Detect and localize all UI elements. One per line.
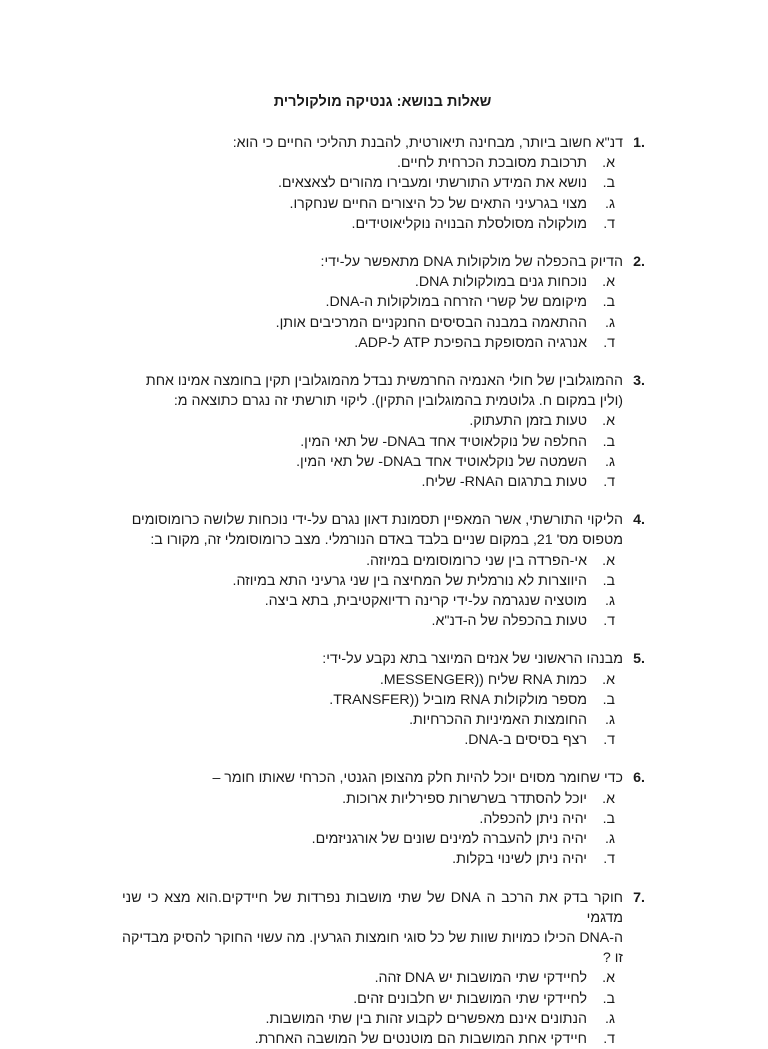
answer-option — [122, 591, 643, 611]
option-text: חיידקי אחת המושבות הם מוטנטים של המושבה האחרת. — [255, 1031, 587, 1047]
question-2 — [122, 252, 643, 353]
option-letter: א. — [602, 968, 615, 988]
answer-option — [122, 173, 643, 193]
question-7 — [122, 888, 643, 1049]
answer-option — [122, 829, 643, 849]
option-text: לחיידקי שתי המושבות יש DNA זהה. — [375, 970, 587, 986]
option-letter: ד. — [603, 1029, 615, 1049]
option-text: מולקולה מסולסלת הבנויה נוקליאוטידים. — [352, 216, 587, 232]
answer-option — [122, 1029, 643, 1049]
question-stem — [122, 133, 643, 153]
option-letter: ב. — [603, 809, 615, 829]
option-text: מצוי בגרעיני התאים של כל היצורים החיים שנחקרו. — [290, 196, 587, 212]
answer-option — [122, 611, 643, 631]
option-text: טעות בהכפלה של ה-דנ"א. — [432, 613, 588, 629]
answer-option — [122, 789, 643, 809]
answer-options — [122, 411, 643, 492]
option-letter: ב. — [603, 571, 615, 591]
question-6 — [122, 768, 643, 869]
answer-option — [122, 411, 643, 431]
option-letter: א. — [602, 272, 615, 292]
question-stem-line: הדיוק בהכפלה של מולקולות DNA מתאפשר על-ידי: — [122, 252, 623, 272]
question-stem — [122, 510, 643, 550]
question-stem-line: הליקוי התורשתי, אשר המאפיין תסמונת דאון נגרם על-ידי נוכחות שלושה כרומוסומים — [122, 510, 623, 530]
option-letter: ד. — [603, 333, 615, 353]
answer-options — [122, 551, 643, 632]
option-text: מספר מולקולות RNA מוביל ((TRANSFER. — [329, 692, 587, 708]
option-text: נושא את המידע התורשתי ומעבירו מהורים לצאצאים. — [278, 175, 587, 191]
option-letter: א. — [602, 670, 615, 690]
question-number: 4. — [633, 510, 645, 530]
option-letter: ב. — [603, 173, 615, 193]
answer-option — [122, 809, 643, 829]
question-number: 7. — [633, 888, 645, 908]
answer-option — [122, 153, 643, 173]
option-text: יהיה ניתן לשינוי בקלות. — [452, 851, 587, 867]
question-5 — [122, 649, 643, 750]
option-text: נוכחות גנים במולקולות DNA. — [415, 274, 587, 290]
answer-option — [122, 214, 643, 234]
option-letter: א. — [602, 411, 615, 431]
option-letter: ד. — [603, 472, 615, 492]
question-stem-line: מבנהו הראשוני של אנזים המיוצר בתא נקבע על-ידי: — [122, 649, 623, 669]
option-letter: א. — [602, 789, 615, 809]
question-stem-line: כדי שחומר מסוים יוכל להיות חלק מהצופן הגנטי, הכרחי שאותו חומר – — [122, 768, 623, 788]
option-letter: ג. — [605, 829, 615, 849]
option-text: יוכל להסתדר בשרשרות ספירליות ארוכות. — [342, 791, 587, 807]
answer-option — [122, 710, 643, 730]
question-list — [122, 133, 643, 1049]
answer-option — [122, 968, 643, 988]
option-text: החלפה של נוקלאוטיד אחד בDNA- של תאי המין. — [300, 434, 587, 450]
option-letter: א. — [602, 551, 615, 571]
answer-option — [122, 690, 643, 710]
option-text: החומצות האמיניות ההכרחיות. — [409, 712, 587, 728]
document-title: שאלות בנושא: גנטיקה מולקולרית — [122, 92, 643, 112]
answer-option — [122, 472, 643, 492]
option-letter: ג. — [605, 710, 615, 730]
answer-option — [122, 1009, 643, 1029]
option-letter: א. — [602, 153, 615, 173]
answer-option — [122, 849, 643, 869]
answer-option — [122, 551, 643, 571]
question-4 — [122, 510, 643, 631]
answer-option — [122, 292, 643, 312]
question-number: 6. — [633, 768, 645, 788]
option-text: השמטה של נוקלאוטיד אחד בDNA- של תאי המין. — [296, 454, 587, 470]
question-1 — [122, 133, 643, 234]
answer-options — [122, 670, 643, 751]
option-letter: ב. — [603, 292, 615, 312]
option-text: מיקומם של קשרי הזרחה במולקולות ה-DNA. — [326, 294, 587, 310]
question-stem-line: דנ"א חשוב ביותר, מבחינה תיאורטית, להבנת תהליכי החיים כי הוא: — [122, 133, 623, 153]
option-letter: ג. — [605, 313, 615, 333]
option-text: היווצרות לא נורמלית של המחיצה בין שני גרעיני התא במיוזה. — [233, 573, 588, 589]
option-text: טעות בזמן התעתוק. — [469, 413, 587, 429]
option-letter: ג. — [605, 194, 615, 214]
question-number: 2. — [633, 252, 645, 272]
option-text: רצף בסיסים ב-DNA. — [464, 732, 587, 748]
option-letter: ג. — [605, 1009, 615, 1029]
option-letter: ד. — [603, 214, 615, 234]
answer-options — [122, 272, 643, 353]
option-letter: ג. — [605, 452, 615, 472]
option-letter: ד. — [603, 611, 615, 631]
option-letter: ד. — [603, 730, 615, 750]
answer-option — [122, 432, 643, 452]
question-number: 5. — [633, 649, 645, 669]
question-stem — [122, 252, 643, 272]
question-stem-line: ה-DNA הכילו כמויות שוות של כל סוגי חומצות הגרעין. מה עשוי החוקר להסיק מבדיקה זו ? — [122, 928, 623, 968]
question-stem — [122, 888, 643, 969]
answer-options — [122, 153, 643, 234]
option-text: אנרגיה המסופקת בהפיכת ATP ל-ADP. — [354, 335, 587, 351]
option-letter: ב. — [603, 690, 615, 710]
answer-option — [122, 194, 643, 214]
question-stem-line: חוקר בדק את הרכב ה DNA של שתי מושבות נפרדות של חיידקים.הוא מצא כי שני מדגמי — [122, 888, 623, 928]
option-text: יהיה ניתן להכפלה. — [479, 811, 587, 827]
option-text: כמות RNA שליח ((MESSENGER. — [380, 672, 587, 688]
option-text: ההתאמה במבנה הבסיסים החנקניים המרכיבים אותן. — [276, 315, 587, 331]
answer-option — [122, 452, 643, 472]
question-stem-line: (ולין במקום ח. גלוטמית בהמוגלובין התקין). ליקוי תורשתי זה נגרם כתוצאה מ: — [122, 391, 623, 411]
answer-options — [122, 789, 643, 870]
option-text: לחיידקי שתי המושבות יש חלבונים זהים. — [353, 991, 587, 1007]
answer-option — [122, 670, 643, 690]
option-text: תרכובת מסובכת הכרחית לחיים. — [397, 155, 587, 171]
option-text: יהיה ניתן להעברה למינים שונים של אורגניזמים. — [312, 831, 587, 847]
question-number: 3. — [633, 371, 645, 391]
answer-option — [122, 989, 643, 1009]
question-3 — [122, 371, 643, 492]
option-letter: ג. — [605, 591, 615, 611]
answer-option — [122, 313, 643, 333]
option-letter: ד. — [603, 849, 615, 869]
question-number: 1. — [633, 133, 645, 153]
answer-option — [122, 333, 643, 353]
option-letter: ב. — [603, 989, 615, 1009]
answer-option — [122, 272, 643, 292]
option-text: הנתונים אינם מאפשרים לקבוע זהות בין שתי המושבות. — [266, 1011, 588, 1027]
question-stem — [122, 768, 643, 788]
answer-option — [122, 730, 643, 750]
option-text: אי-הפרדה בין שני כרומוסומים במיוזה. — [366, 553, 587, 569]
answer-option — [122, 571, 643, 591]
question-stem — [122, 649, 643, 669]
question-stem — [122, 371, 643, 411]
question-stem-line: מטפוס מס' 21, במקום שניים בלבד באדם הנורמלי. מצב כרומוסומלי זה, מקורו ב: — [122, 530, 623, 550]
answer-options — [122, 968, 643, 1049]
option-text: מוטציה שנגרמה על-ידי קרינה רדיואקטיבית, בתא ביצה. — [265, 593, 587, 609]
question-stem-line: ההמוגלובין של חולי האנמיה החרמשית נבדל מהמוגלובין תקין בחומצה אמינו אחת — [122, 371, 623, 391]
option-letter: ב. — [603, 432, 615, 452]
option-text: טעות בתרגום הRNA- שליח. — [421, 474, 587, 490]
